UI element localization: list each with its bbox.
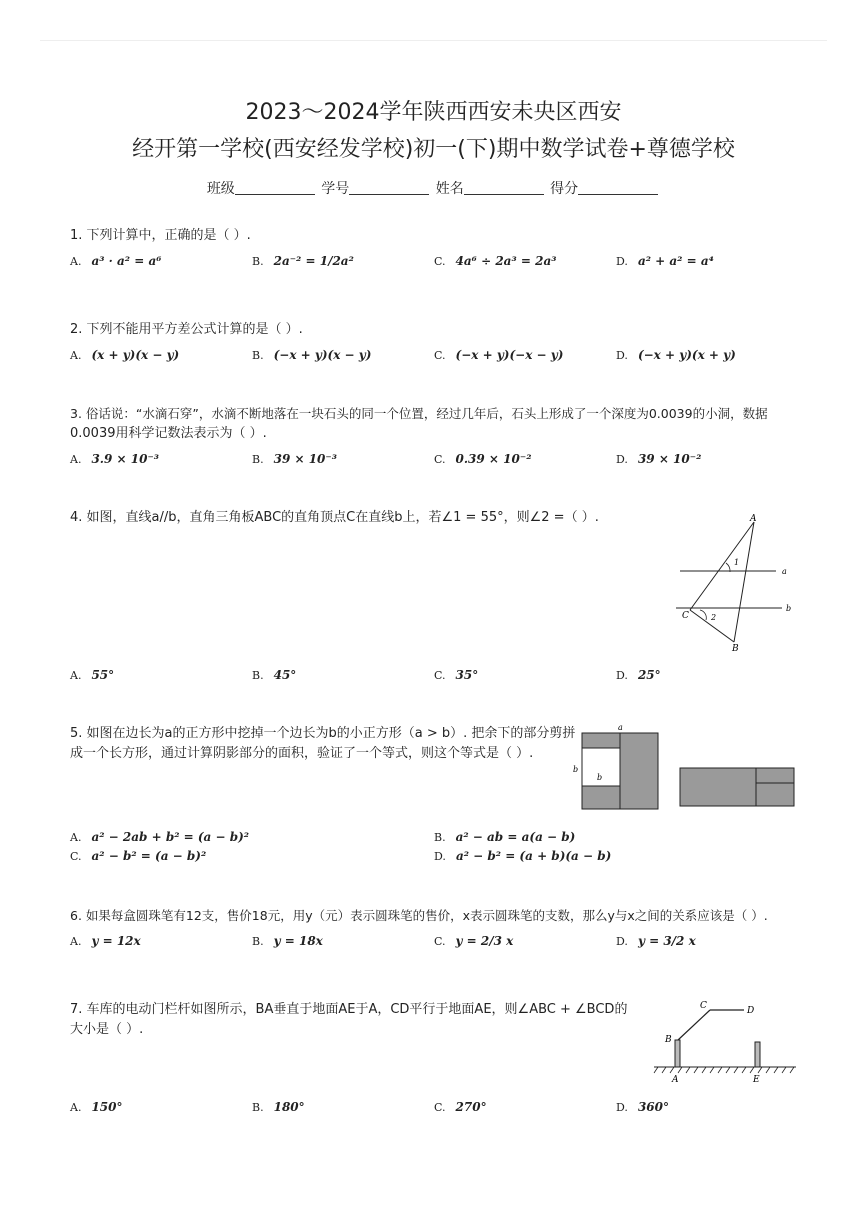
title-line-1: 2023～2024学年陕西西安未央区西安 bbox=[245, 100, 622, 125]
field-score-label: 得分 bbox=[550, 181, 579, 197]
q6-option-a[interactable]: A. y = 12x bbox=[70, 934, 141, 948]
q2-option-d[interactable]: D. (−x + y)(x + y) bbox=[616, 348, 736, 362]
q7-option-c[interactable]: C. 270° bbox=[434, 1100, 487, 1114]
question-5-stem-line-2: 成一个长方形，通过计算阴影部分的面积，验证了一个等式，则这个等式是（ ）. bbox=[70, 746, 534, 761]
q2-option-a[interactable]: A. (x + y)(x − y) bbox=[70, 348, 180, 362]
field-name-blank[interactable] bbox=[464, 194, 544, 195]
q5-label-b-side: b bbox=[573, 765, 579, 774]
question-3-stem-line-1: 3. 俗话说：“水滴石穿”，水滴不断地落在一块石头的同一个位置，经过几年后，石头上形成了一个深度为0.0039的小洞，数据 bbox=[70, 406, 768, 421]
question-6-stem: 6. 如果每盒圆珠笔有12支，售价18元，用y（元）表示圆珠笔的售价，x表示圆珠笔的支数，那么y与x之间的关系应该是（ ）. bbox=[70, 908, 768, 923]
q7-label-A: A bbox=[672, 1075, 679, 1085]
q4-option-b[interactable]: B. 45° bbox=[252, 668, 297, 682]
q4-label-2: 2 bbox=[711, 613, 717, 622]
q6-option-d[interactable]: D. y = 3/2 x bbox=[616, 934, 696, 948]
question-1-stem: 1. 下列计算中，正确的是（ ）. bbox=[70, 228, 251, 243]
field-number-blank[interactable] bbox=[349, 194, 429, 195]
q6-option-c[interactable]: C. y = 2/3 x bbox=[434, 934, 514, 948]
q5-label-a: a bbox=[618, 723, 623, 732]
q4-label-A: A bbox=[750, 514, 757, 524]
question-3-stem-line-2: 0.0039用科学记数法表示为（ ）. bbox=[70, 426, 267, 441]
q4-option-c[interactable]: C. 35° bbox=[434, 668, 479, 682]
question-5-stem-line-1: 5. 如图在边长为a的正方形中挖掉一个边长为b的小正方形（a > b）. 把余下的部分剪拼 bbox=[70, 726, 576, 741]
q1-option-c[interactable]: C. 4a⁶ ÷ 2a³ = 2a³ bbox=[434, 254, 557, 268]
q1-option-b[interactable]: B. 2a⁻² = 1/2a² bbox=[252, 254, 354, 268]
field-name-label: 姓名 bbox=[435, 181, 464, 197]
q7-label-D: D bbox=[747, 1006, 755, 1016]
q5-square-figure bbox=[570, 722, 800, 814]
q7-option-a[interactable]: A. 150° bbox=[70, 1100, 123, 1114]
q7-option-d[interactable]: D. 360° bbox=[616, 1100, 669, 1114]
q5-option-c[interactable]: C. a² − b² = (a − b)² bbox=[70, 849, 207, 863]
question-2-stem: 2. 下列不能用平方差公式计算的是（ ）. bbox=[70, 322, 303, 337]
question-4-stem: 4. 如图，直线a//b，直角三角板ABC的直角顶点C在直线b上，若∠1 = 55°，则∠2 =（ ）. bbox=[70, 510, 599, 525]
q4-parallel-lines-figure bbox=[670, 510, 800, 655]
q3-option-a[interactable]: A. 3.9 × 10⁻³ bbox=[70, 452, 160, 466]
q1-option-a[interactable]: A. a³ · a² = a⁶ bbox=[70, 254, 162, 268]
q4-option-a[interactable]: A. 55° bbox=[70, 668, 115, 682]
field-score-blank[interactable] bbox=[578, 194, 658, 195]
q6-option-b[interactable]: B. y = 18x bbox=[252, 934, 323, 948]
q2-option-b[interactable]: B. (−x + y)(x − y) bbox=[252, 348, 372, 362]
q5-option-b[interactable]: B. a² − ab = a(a − b) bbox=[434, 830, 576, 844]
q3-option-b[interactable]: B. 39 × 10⁻³ bbox=[252, 452, 337, 466]
top-rule bbox=[40, 40, 827, 41]
q4-label-b: b bbox=[786, 604, 792, 613]
title-line-2: 经开第一学校(西安经发学校)初一(下)期中数学试卷+尊德学校 bbox=[132, 137, 735, 162]
q7-label-E: E bbox=[753, 1075, 760, 1085]
q7-label-C: C bbox=[700, 1001, 707, 1011]
q1-option-d[interactable]: D. a² + a² = a⁴ bbox=[616, 254, 714, 268]
q3-option-c[interactable]: C. 0.39 × 10⁻² bbox=[434, 452, 532, 466]
field-number-label: 学号 bbox=[321, 181, 350, 197]
question-7-stem-line-1: 7. 车库的电动门栏杆如图所示，BA垂直于地面AE于A，CD平行于地面AE，则∠ABC + ∠BCD的 bbox=[70, 1002, 628, 1017]
student-info-row bbox=[0, 178, 867, 198]
q7-label-B: B bbox=[665, 1035, 672, 1045]
q5-label-b-inner: b bbox=[597, 773, 603, 782]
q5-option-a[interactable]: A. a² − 2ab + b² = (a − b)² bbox=[70, 830, 250, 844]
q4-label-a: a bbox=[782, 567, 787, 576]
q7-option-b[interactable]: B. 180° bbox=[252, 1100, 305, 1114]
q4-label-1: 1 bbox=[734, 558, 740, 567]
field-class-blank[interactable] bbox=[235, 194, 315, 195]
q3-option-d[interactable]: D. 39 × 10⁻² bbox=[616, 452, 702, 466]
q4-option-d[interactable]: D. 25° bbox=[616, 668, 661, 682]
field-class-label: 班级 bbox=[206, 181, 235, 197]
question-7-stem-line-2: 大小是（ ）. bbox=[70, 1022, 144, 1037]
q5-option-d[interactable]: D. a² − b² = (a + b)(a − b) bbox=[434, 849, 612, 863]
q2-option-c[interactable]: C. (−x + y)(−x − y) bbox=[434, 348, 564, 362]
q7-gate-figure bbox=[650, 996, 800, 1086]
q4-label-C: C bbox=[682, 611, 689, 621]
q4-label-B: B bbox=[732, 644, 739, 654]
